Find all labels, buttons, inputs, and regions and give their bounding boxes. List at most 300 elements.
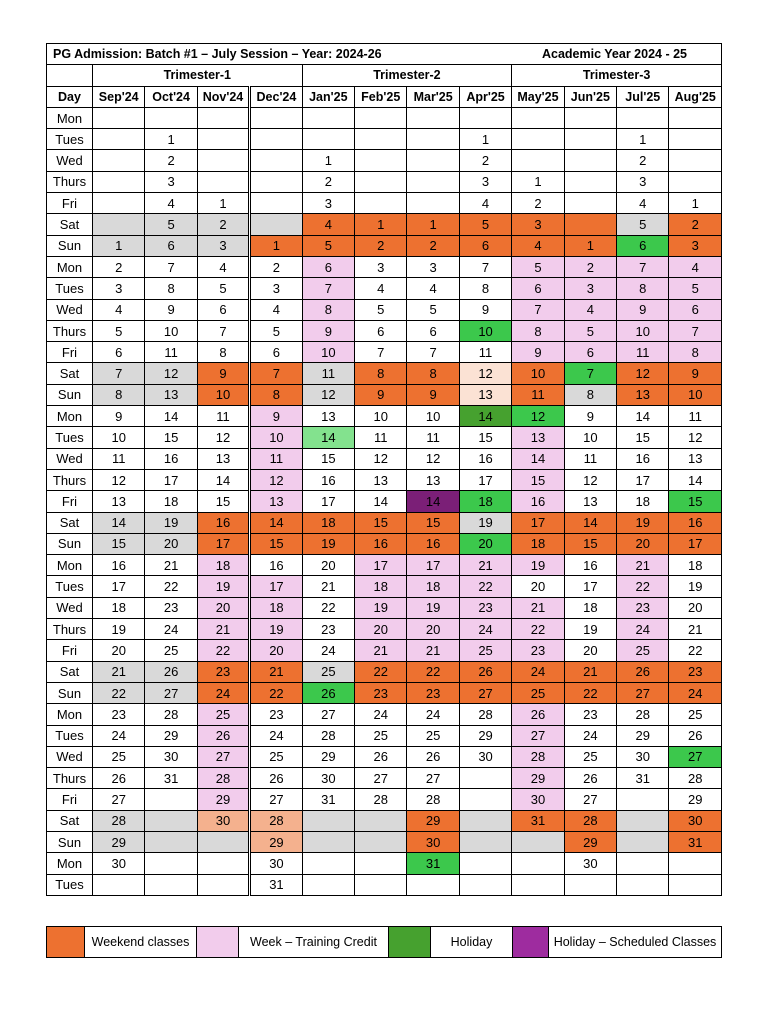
date-cell: 17 bbox=[302, 491, 354, 512]
date-cell: 7 bbox=[145, 256, 197, 277]
date-cell: 15 bbox=[250, 533, 302, 554]
date-cell: 14 bbox=[145, 406, 197, 427]
day-label: Thurs bbox=[47, 469, 93, 490]
date-cell: 11 bbox=[145, 342, 197, 363]
day-label: Sat bbox=[47, 214, 93, 235]
date-cell: 3 bbox=[617, 171, 669, 192]
date-cell: 24 bbox=[669, 682, 722, 703]
date-cell: 26 bbox=[197, 725, 249, 746]
date-cell: 19 bbox=[355, 597, 407, 618]
date-cell: 17 bbox=[250, 576, 302, 597]
date-cell: 16 bbox=[145, 448, 197, 469]
day-label: Mon bbox=[47, 406, 93, 427]
date-cell bbox=[407, 129, 459, 150]
date-cell bbox=[302, 831, 354, 852]
date-cell: 6 bbox=[250, 342, 302, 363]
date-cell: 12 bbox=[617, 363, 669, 384]
day-label: Wed bbox=[47, 299, 93, 320]
date-cell: 22 bbox=[93, 682, 145, 703]
date-cell: 31 bbox=[512, 810, 564, 831]
date-cell: 9 bbox=[564, 406, 616, 427]
date-cell: 16 bbox=[564, 555, 616, 576]
date-cell: 19 bbox=[407, 597, 459, 618]
date-cell: 13 bbox=[564, 491, 616, 512]
date-cell: 24 bbox=[617, 619, 669, 640]
date-cell bbox=[564, 150, 616, 171]
date-cell: 9 bbox=[250, 406, 302, 427]
day-label: Tues bbox=[47, 576, 93, 597]
date-cell: 11 bbox=[459, 342, 511, 363]
calendar-row bbox=[47, 768, 722, 789]
date-cell: 22 bbox=[617, 576, 669, 597]
calendar-row bbox=[47, 406, 722, 427]
date-cell: 30 bbox=[197, 810, 249, 831]
date-cell: 27 bbox=[93, 789, 145, 810]
date-cell: 10 bbox=[145, 320, 197, 341]
date-cell: 13 bbox=[302, 406, 354, 427]
date-cell: 16 bbox=[512, 491, 564, 512]
date-cell: 9 bbox=[302, 320, 354, 341]
calendar-row bbox=[47, 320, 722, 341]
date-cell: 26 bbox=[250, 768, 302, 789]
date-cell: 14 bbox=[617, 406, 669, 427]
date-cell: 1 bbox=[197, 193, 249, 214]
date-cell: 19 bbox=[564, 619, 616, 640]
date-cell: 24 bbox=[459, 619, 511, 640]
date-cell: 30 bbox=[459, 746, 511, 767]
date-cell: 17 bbox=[197, 533, 249, 554]
date-cell bbox=[564, 214, 616, 235]
date-cell: 5 bbox=[564, 320, 616, 341]
date-cell: 26 bbox=[512, 704, 564, 725]
date-cell bbox=[93, 214, 145, 235]
date-cell: 25 bbox=[459, 640, 511, 661]
day-label: Thurs bbox=[47, 320, 93, 341]
date-cell: 16 bbox=[93, 555, 145, 576]
date-cell: 20 bbox=[355, 619, 407, 640]
date-cell bbox=[302, 129, 354, 150]
day-label: Thurs bbox=[47, 619, 93, 640]
date-cell: 9 bbox=[617, 299, 669, 320]
day-label: Fri bbox=[47, 640, 93, 661]
date-cell: 23 bbox=[564, 704, 616, 725]
date-cell: 20 bbox=[564, 640, 616, 661]
date-cell: 21 bbox=[197, 619, 249, 640]
date-cell bbox=[512, 107, 564, 128]
date-cell: 10 bbox=[669, 384, 722, 405]
date-cell: 4 bbox=[617, 193, 669, 214]
date-cell: 29 bbox=[512, 768, 564, 789]
date-cell: 11 bbox=[407, 427, 459, 448]
month-header: Nov'24 bbox=[197, 86, 249, 107]
date-cell: 21 bbox=[302, 576, 354, 597]
date-cell bbox=[197, 107, 249, 128]
date-cell: 14 bbox=[355, 491, 407, 512]
date-cell: 2 bbox=[93, 256, 145, 277]
calendar-row bbox=[47, 533, 722, 554]
date-cell bbox=[564, 129, 616, 150]
date-cell: 2 bbox=[302, 171, 354, 192]
date-cell: 2 bbox=[459, 150, 511, 171]
holiday-scheduled-swatch bbox=[513, 927, 549, 958]
date-cell: 14 bbox=[669, 469, 722, 490]
date-cell: 28 bbox=[617, 704, 669, 725]
date-cell bbox=[617, 810, 669, 831]
date-cell: 23 bbox=[250, 704, 302, 725]
calendar-row bbox=[47, 555, 722, 576]
date-cell: 3 bbox=[459, 171, 511, 192]
date-cell: 9 bbox=[669, 363, 722, 384]
calendar-row bbox=[47, 874, 722, 895]
date-cell: 7 bbox=[669, 320, 722, 341]
calendar-row bbox=[47, 597, 722, 618]
date-cell bbox=[669, 171, 722, 192]
date-cell: 25 bbox=[93, 746, 145, 767]
date-cell: 11 bbox=[355, 427, 407, 448]
date-cell: 19 bbox=[250, 619, 302, 640]
date-cell: 8 bbox=[197, 342, 249, 363]
date-cell: 1 bbox=[459, 129, 511, 150]
day-label: Sat bbox=[47, 363, 93, 384]
date-cell: 17 bbox=[145, 469, 197, 490]
date-cell: 17 bbox=[355, 555, 407, 576]
date-cell: 7 bbox=[355, 342, 407, 363]
month-header: Feb'25 bbox=[355, 86, 407, 107]
trimester-row bbox=[47, 65, 722, 86]
date-cell bbox=[459, 810, 511, 831]
date-cell bbox=[564, 171, 616, 192]
date-cell bbox=[93, 874, 145, 895]
date-cell: 19 bbox=[617, 512, 669, 533]
date-cell: 16 bbox=[250, 555, 302, 576]
date-cell: 23 bbox=[93, 704, 145, 725]
date-cell: 6 bbox=[669, 299, 722, 320]
month-header: Oct'24 bbox=[145, 86, 197, 107]
date-cell bbox=[459, 107, 511, 128]
date-cell: 23 bbox=[617, 597, 669, 618]
date-cell: 5 bbox=[302, 235, 354, 256]
date-cell: 12 bbox=[250, 469, 302, 490]
date-cell: 21 bbox=[355, 640, 407, 661]
legend-row bbox=[47, 927, 722, 958]
date-cell bbox=[355, 107, 407, 128]
date-cell: 11 bbox=[669, 406, 722, 427]
date-cell bbox=[669, 129, 722, 150]
date-cell: 2 bbox=[617, 150, 669, 171]
date-cell: 29 bbox=[617, 725, 669, 746]
date-cell bbox=[459, 874, 511, 895]
date-cell: 18 bbox=[669, 555, 722, 576]
date-cell: 14 bbox=[197, 469, 249, 490]
date-cell bbox=[512, 129, 564, 150]
date-cell bbox=[302, 874, 354, 895]
date-cell: 15 bbox=[145, 427, 197, 448]
date-cell: 3 bbox=[355, 256, 407, 277]
month-header: Jul'25 bbox=[617, 86, 669, 107]
date-cell: 10 bbox=[93, 427, 145, 448]
date-cell bbox=[459, 768, 511, 789]
calendar-title: PG Admission: Batch #1 – July Session – Year: 2024-26 bbox=[47, 44, 512, 65]
date-cell: 4 bbox=[197, 256, 249, 277]
date-cell: 1 bbox=[617, 129, 669, 150]
trimester-corner bbox=[47, 65, 93, 86]
month-header: Jun'25 bbox=[564, 86, 616, 107]
date-cell: 6 bbox=[512, 278, 564, 299]
month-header: Jan'25 bbox=[302, 86, 354, 107]
date-cell: 8 bbox=[355, 363, 407, 384]
date-cell: 12 bbox=[302, 384, 354, 405]
date-cell: 7 bbox=[407, 342, 459, 363]
date-cell: 25 bbox=[250, 746, 302, 767]
date-cell: 14 bbox=[459, 406, 511, 427]
date-cell: 4 bbox=[407, 278, 459, 299]
trimester-2-header: Trimester-2 bbox=[302, 65, 512, 86]
date-cell: 9 bbox=[197, 363, 249, 384]
date-cell: 22 bbox=[355, 661, 407, 682]
date-cell bbox=[93, 129, 145, 150]
date-cell: 13 bbox=[355, 469, 407, 490]
weekend-legend-label: Weekend classes bbox=[85, 927, 197, 958]
date-cell: 1 bbox=[302, 150, 354, 171]
date-cell: 14 bbox=[564, 512, 616, 533]
date-cell: 22 bbox=[407, 661, 459, 682]
date-cell: 13 bbox=[617, 384, 669, 405]
date-cell: 4 bbox=[512, 235, 564, 256]
date-cell: 13 bbox=[459, 384, 511, 405]
date-cell bbox=[355, 853, 407, 874]
date-cell: 23 bbox=[512, 640, 564, 661]
day-label: Sun bbox=[47, 235, 93, 256]
date-cell bbox=[564, 193, 616, 214]
holiday-legend-label: Holiday bbox=[431, 927, 513, 958]
date-cell: 3 bbox=[512, 214, 564, 235]
date-cell bbox=[564, 874, 616, 895]
date-cell: 23 bbox=[302, 619, 354, 640]
date-cell: 31 bbox=[145, 768, 197, 789]
date-cell: 2 bbox=[250, 256, 302, 277]
date-cell: 5 bbox=[512, 256, 564, 277]
date-cell: 21 bbox=[512, 597, 564, 618]
date-cell: 6 bbox=[197, 299, 249, 320]
month-header: Apr'25 bbox=[459, 86, 511, 107]
date-cell: 4 bbox=[93, 299, 145, 320]
date-cell bbox=[250, 107, 302, 128]
day-label: Wed bbox=[47, 746, 93, 767]
date-cell: 6 bbox=[564, 342, 616, 363]
date-cell: 10 bbox=[407, 406, 459, 427]
date-cell bbox=[512, 150, 564, 171]
day-label: Sun bbox=[47, 682, 93, 703]
date-cell: 31 bbox=[250, 874, 302, 895]
date-cell: 20 bbox=[669, 597, 722, 618]
date-cell: 30 bbox=[564, 853, 616, 874]
date-cell bbox=[512, 874, 564, 895]
date-cell: 13 bbox=[669, 448, 722, 469]
date-cell: 17 bbox=[617, 469, 669, 490]
date-cell bbox=[145, 810, 197, 831]
title-row bbox=[47, 44, 722, 65]
date-cell: 24 bbox=[302, 640, 354, 661]
date-cell: 12 bbox=[669, 427, 722, 448]
holiday-swatch bbox=[389, 927, 431, 958]
date-cell: 25 bbox=[197, 704, 249, 725]
date-cell: 25 bbox=[669, 704, 722, 725]
date-cell: 15 bbox=[302, 448, 354, 469]
date-cell: 2 bbox=[512, 193, 564, 214]
date-cell: 29 bbox=[459, 725, 511, 746]
date-cell: 25 bbox=[407, 725, 459, 746]
date-cell: 10 bbox=[250, 427, 302, 448]
date-cell: 26 bbox=[93, 768, 145, 789]
calendar-row bbox=[47, 619, 722, 640]
date-cell bbox=[93, 107, 145, 128]
date-cell: 30 bbox=[250, 853, 302, 874]
date-cell: 22 bbox=[564, 682, 616, 703]
date-cell: 3 bbox=[145, 171, 197, 192]
academic-calendar-table bbox=[46, 43, 722, 896]
date-cell: 20 bbox=[302, 555, 354, 576]
date-cell: 8 bbox=[564, 384, 616, 405]
date-cell bbox=[250, 129, 302, 150]
date-cell: 10 bbox=[197, 384, 249, 405]
date-cell: 27 bbox=[355, 768, 407, 789]
date-cell: 1 bbox=[250, 235, 302, 256]
date-cell: 26 bbox=[564, 768, 616, 789]
date-cell: 19 bbox=[459, 512, 511, 533]
date-cell: 6 bbox=[302, 256, 354, 277]
date-cell bbox=[669, 107, 722, 128]
date-cell: 1 bbox=[355, 214, 407, 235]
date-cell: 18 bbox=[302, 512, 354, 533]
date-cell: 31 bbox=[617, 768, 669, 789]
day-label: Thurs bbox=[47, 171, 93, 192]
date-cell: 14 bbox=[302, 427, 354, 448]
date-cell: 8 bbox=[407, 363, 459, 384]
day-label: Tues bbox=[47, 129, 93, 150]
date-cell: 27 bbox=[302, 704, 354, 725]
date-cell: 29 bbox=[302, 746, 354, 767]
date-cell bbox=[302, 853, 354, 874]
day-label: Wed bbox=[47, 448, 93, 469]
date-cell: 18 bbox=[617, 491, 669, 512]
date-cell: 5 bbox=[407, 299, 459, 320]
date-cell: 27 bbox=[512, 725, 564, 746]
day-label: Mon bbox=[47, 704, 93, 725]
date-cell: 1 bbox=[564, 235, 616, 256]
date-cell: 30 bbox=[93, 853, 145, 874]
day-label: Sat bbox=[47, 512, 93, 533]
month-header-row bbox=[47, 86, 722, 107]
day-label: Fri bbox=[47, 342, 93, 363]
date-cell bbox=[407, 107, 459, 128]
day-label: Thurs bbox=[47, 768, 93, 789]
date-cell: 12 bbox=[407, 448, 459, 469]
date-cell: 1 bbox=[512, 171, 564, 192]
month-header: Mar'25 bbox=[407, 86, 459, 107]
calendar-row bbox=[47, 682, 722, 703]
date-cell: 8 bbox=[617, 278, 669, 299]
date-cell: 28 bbox=[145, 704, 197, 725]
date-cell: 31 bbox=[407, 853, 459, 874]
date-cell: 7 bbox=[197, 320, 249, 341]
date-cell: 14 bbox=[93, 512, 145, 533]
day-label: Fri bbox=[47, 789, 93, 810]
day-label: Mon bbox=[47, 256, 93, 277]
date-cell: 24 bbox=[197, 682, 249, 703]
date-cell: 22 bbox=[145, 576, 197, 597]
date-cell: 22 bbox=[302, 597, 354, 618]
date-cell: 4 bbox=[302, 214, 354, 235]
date-cell: 26 bbox=[145, 661, 197, 682]
calendar-row bbox=[47, 789, 722, 810]
date-cell: 25 bbox=[355, 725, 407, 746]
date-cell: 26 bbox=[355, 746, 407, 767]
date-cell: 11 bbox=[512, 384, 564, 405]
date-cell: 6 bbox=[145, 235, 197, 256]
date-cell: 11 bbox=[250, 448, 302, 469]
date-cell: 20 bbox=[407, 619, 459, 640]
date-cell: 23 bbox=[197, 661, 249, 682]
date-cell bbox=[459, 831, 511, 852]
date-cell: 10 bbox=[512, 363, 564, 384]
month-header: Dec'24 bbox=[250, 86, 302, 107]
date-cell: 24 bbox=[512, 661, 564, 682]
date-cell bbox=[145, 874, 197, 895]
date-cell: 5 bbox=[145, 214, 197, 235]
date-cell: 8 bbox=[250, 384, 302, 405]
date-cell: 2 bbox=[407, 235, 459, 256]
date-cell: 17 bbox=[459, 469, 511, 490]
date-cell bbox=[355, 129, 407, 150]
date-cell: 15 bbox=[669, 491, 722, 512]
date-cell: 22 bbox=[250, 682, 302, 703]
date-cell bbox=[302, 107, 354, 128]
date-cell: 4 bbox=[564, 299, 616, 320]
date-cell: 9 bbox=[407, 384, 459, 405]
calendar-row bbox=[47, 831, 722, 852]
date-cell: 17 bbox=[669, 533, 722, 554]
date-cell: 14 bbox=[512, 448, 564, 469]
date-cell: 3 bbox=[197, 235, 249, 256]
date-cell: 3 bbox=[93, 278, 145, 299]
calendar-row bbox=[47, 469, 722, 490]
calendar-row bbox=[47, 235, 722, 256]
date-cell: 15 bbox=[407, 512, 459, 533]
date-cell: 2 bbox=[564, 256, 616, 277]
date-cell: 29 bbox=[93, 831, 145, 852]
calendar-row bbox=[47, 746, 722, 767]
date-cell: 4 bbox=[459, 193, 511, 214]
calendar-row bbox=[47, 384, 722, 405]
calendar-row bbox=[47, 214, 722, 235]
date-cell bbox=[669, 150, 722, 171]
date-cell: 1 bbox=[407, 214, 459, 235]
date-cell bbox=[459, 853, 511, 874]
date-cell: 16 bbox=[617, 448, 669, 469]
date-cell: 15 bbox=[197, 491, 249, 512]
date-cell: 18 bbox=[145, 491, 197, 512]
date-cell: 17 bbox=[407, 555, 459, 576]
date-cell: 20 bbox=[459, 533, 511, 554]
calendar-row bbox=[47, 576, 722, 597]
date-cell: 18 bbox=[407, 576, 459, 597]
date-cell: 19 bbox=[512, 555, 564, 576]
date-cell: 6 bbox=[407, 320, 459, 341]
date-cell: 30 bbox=[407, 831, 459, 852]
date-cell: 21 bbox=[93, 661, 145, 682]
date-cell bbox=[93, 171, 145, 192]
date-cell: 15 bbox=[564, 533, 616, 554]
